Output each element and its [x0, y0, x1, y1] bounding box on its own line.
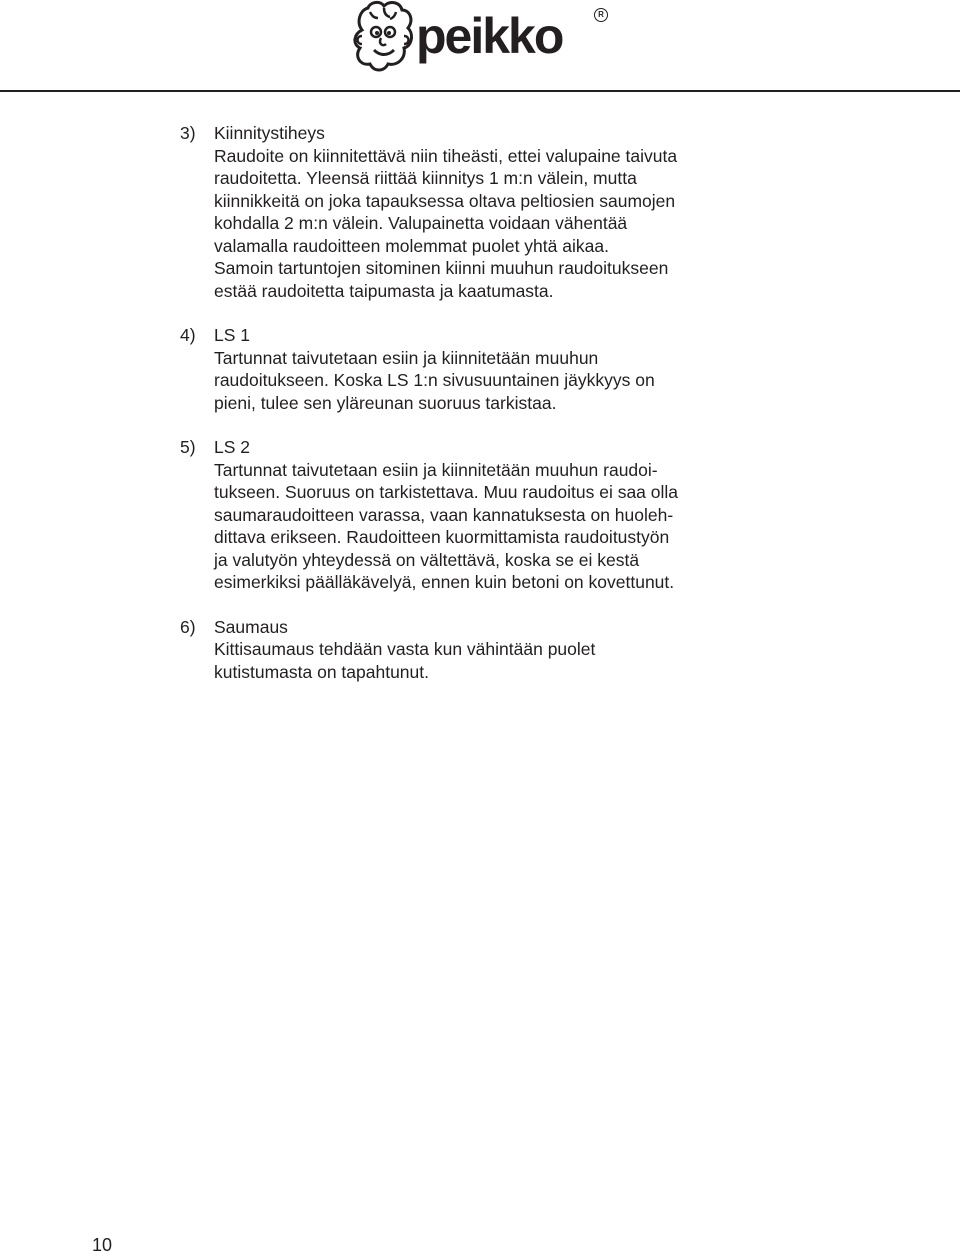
section-number: 3): [180, 123, 196, 143]
section-title: LS 2: [214, 437, 250, 457]
section-number: 6): [180, 616, 196, 637]
section-3: [180, 122, 780, 302]
section-number: 4): [180, 325, 196, 345]
section-6: [180, 616, 780, 684]
section-number: 5): [180, 437, 196, 457]
section-body: Kittisaumaus tehdään vasta kun vähintään puolet kutistumasta on tapahtunut.: [214, 639, 596, 682]
page-header: [0, 0, 960, 92]
brand-wordmark: peikko: [416, 8, 563, 64]
section-body: Tartunnat taivutetaan esiin ja kiinnitetään muuhun raudoitukseen. Koska LS 1:n sivusuuntainen jäykkyys on pieni, tulee sen yläreunan suoruus tarkistaa.: [214, 347, 655, 413]
registered-trademark-icon: R: [594, 8, 608, 22]
section-body: Raudoite on kiinnitettävä niin tiheästi, ettei valupaine taivuta raudoitetta. Yleensä riittää kiinnitys 1 m:n välein, mutta kiinnikkeitä on joka tapauksessa oltava peltiosien saumojen kohdalla 2 m:n välein. Valupainetta voidaan vähentää valamalla raudoitteen molemmat puolet yhtä aikaa. Samoin tartuntojen sitominen kiinni muuhun raudoitukseen estää raudoitetta taipumasta ja kaatumasta.: [214, 145, 678, 301]
section-title: Saumaus: [214, 616, 288, 637]
section-4: [180, 324, 780, 414]
section-title: LS 1: [214, 325, 250, 345]
troll-mascot-icon: [350, 0, 418, 76]
peikko-logo: [350, 0, 610, 78]
section-5: [180, 436, 780, 594]
header-divider: [0, 90, 960, 92]
section-body: Tartunnat taivutetaan esiin ja kiinnitetään muuhun raudoi- tukseen. Suoruus on tarkistettava. Muu raudoitus ei saa olla saumaraudoitteen varassa, vaan kannatuksesta on huoleh- dittava erikseen. Raudoitteen kuormittamista raudoitustyön ja valutyön yhteydessä on vältettävä, koska se ei kestä esimerkiksi päälläkävelyä, ennen kuin betoni on kovettunut.: [214, 459, 679, 592]
document-body: [180, 122, 780, 705]
page-number: 10: [92, 1235, 113, 1255]
section-title: Kiinnitystiheys: [214, 123, 325, 143]
